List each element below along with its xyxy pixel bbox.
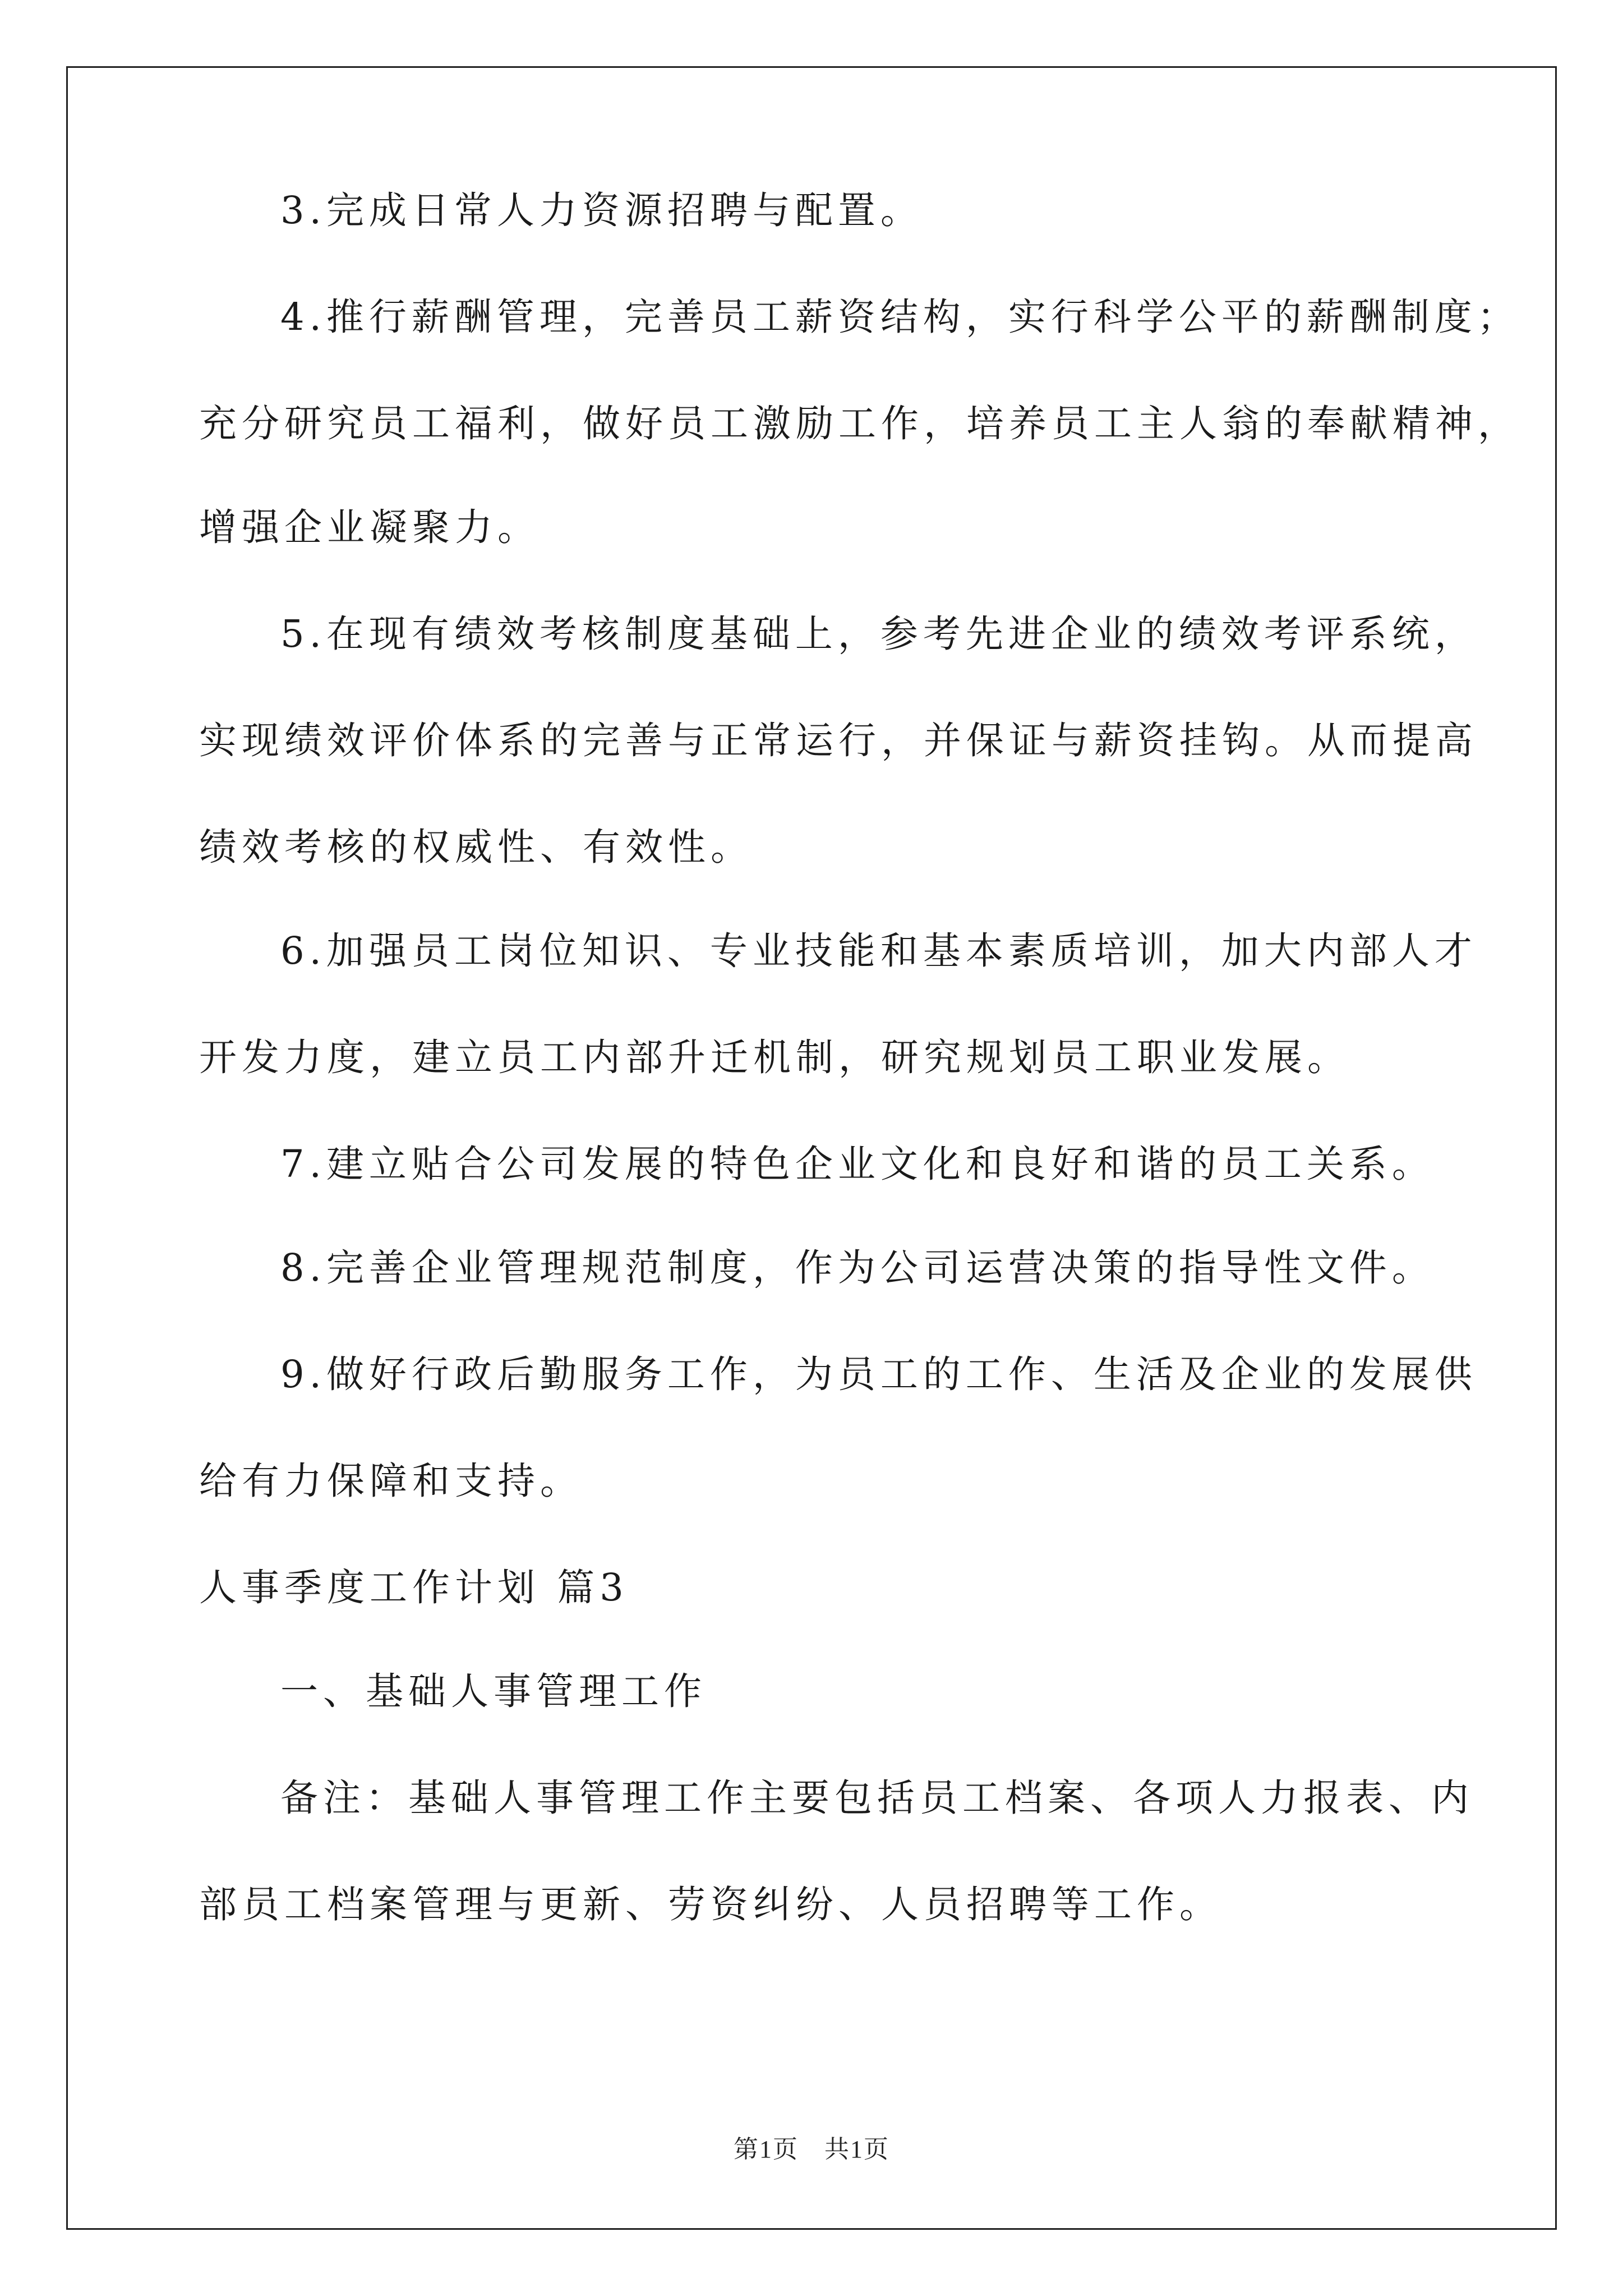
- paragraph-line: 9.做好行政后勤服务工作，为员工的工作、生活及企业的发展供: [280, 1352, 1477, 1396]
- paragraph-line: 8.完善企业管理规范制度，作为公司运营决策的指导性文件。: [280, 1246, 1435, 1290]
- paragraph-line: 备注：基础人事管理工作主要包括员工档案、各项人力报表、内: [280, 1776, 1474, 1820]
- section-heading: 人事季度工作计划 篇3: [199, 1566, 629, 1609]
- paragraph-line: 增强企业凝聚力。: [199, 505, 540, 549]
- paragraph-line: 6.加强员工岗位知识、专业技能和基本素质培训，加大内部人才: [280, 929, 1477, 973]
- paragraph-line: 给有力保障和支持。: [199, 1459, 583, 1503]
- subsection-heading: 一、基础人事管理工作: [280, 1669, 707, 1713]
- page-number-footer: 第1页 共1页: [734, 2136, 889, 2163]
- paragraph-line: 7.建立贴合公司发展的特色企业文化和良好和谐的员工关系。: [280, 1142, 1435, 1186]
- paragraph-line: 5.在现有绩效考核制度基础上，参考先进企业的绩效考评系统，: [280, 612, 1477, 656]
- paragraph-line: 部员工档案管理与更新、劳资纠纷、人员招聘等工作。: [199, 1883, 1222, 1926]
- paragraph-line: 绩效考核的权威性、有效性。: [199, 825, 753, 869]
- paragraph-line: 3.完成日常人力资源招聘与配置。: [280, 188, 923, 232]
- paragraph-line: 实现绩效评价体系的完善与正常运行，并保证与薪资挂钩。从而提高: [199, 719, 1478, 762]
- paragraph-line: 充分研究员工福利，做好员工激励工作，培养员工主人翁的奉献精神，: [199, 402, 1520, 445]
- paragraph-line: 4.推行薪酬管理，完善员工薪资结构，实行科学公平的薪酬制度；: [280, 295, 1520, 339]
- paragraph-line: 开发力度，建立员工内部升迁机制，研究规划员工职业发展。: [199, 1036, 1350, 1079]
